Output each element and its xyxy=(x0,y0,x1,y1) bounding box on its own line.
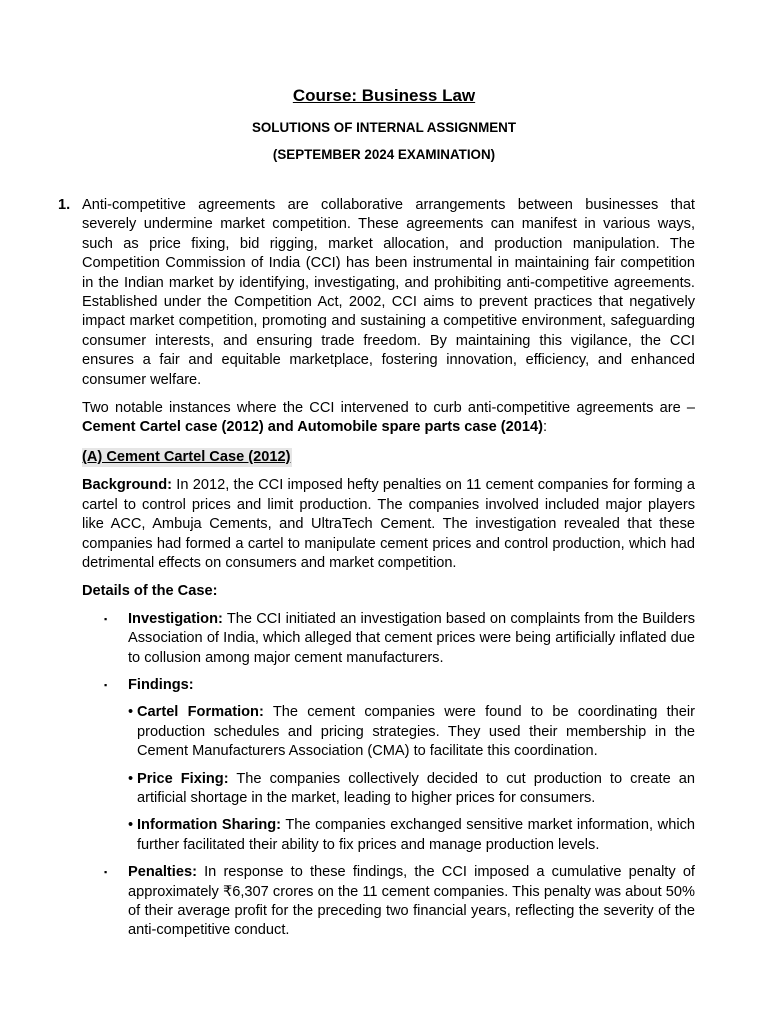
instances-text: Two notable instances where the CCI intervened to curb anti-competitive agreements are – xyxy=(82,400,695,417)
details-heading xyxy=(82,582,695,601)
square-bullet-icon: ▪ xyxy=(104,679,108,690)
penalties-text: In response to these findings, the CCI imposed a cumulative penalty of approximately ₹6,307 crores on the 11 cement companies. This penalty was about 50% of their average profit for the preceding two financial years, reflecting the severity of the anti-competitive conduct. xyxy=(128,864,695,939)
instances-bold: Cement Cartel case (2012) and Automobile spare parts case (2014) xyxy=(82,419,543,436)
section-a-heading: (A) Cement Cartel Case (2012) xyxy=(82,448,292,467)
finding-label: Price Fixing: xyxy=(137,770,229,787)
investigation-text: The CCI initiated an investigation based on complaints from the Builders Association of India, which alleged that cement prices were being artificially inflated due to collusion among major cement manufacturers. xyxy=(128,610,695,666)
square-bullet-icon: ▪ xyxy=(104,867,108,878)
background-text: In 2012, the CCI imposed hefty penalties on 11 cement companies for forming a cartel to control prices and limit production. The companies involved included major players like ACC, Ambuja Cements, and UltraTech Cement. The investigation revealed that these companies had formed a cartel to manipulate cement prices and control production, which had detrimental effects on consumers and market competition. xyxy=(82,477,695,571)
finding-text: The companies exchanged sensitive market information, which further facilitated their ability to fix prices and manage production levels. xyxy=(137,817,695,853)
dot-bullet-icon: • xyxy=(128,817,134,834)
finding-label: Cartel Formation: xyxy=(137,704,264,721)
list-item-findings xyxy=(82,676,695,855)
intro-paragraph: Anti-competitive agreements are collaborative arrangements between businesses that severely undermine market competition. These agreements can manifest in various ways, such as price fixing, bid rigging, market allocation, and production manipulation. The Competition Commission of India (CCI) has been instrumental in maintaining fair competition in the Indian market by identifying, investigating, and prohibiting anti-competitive agreements. Established under the Competition Act, 2002, CCI aims to prevent practices that negatively impact market competition, promoting and sustaining a competitive environment, safeguarding consumer interests, and ensuring trade freedom. By maintaining this vigilance, the CCI ensures a fair and equitable marketplace, fostering innovation, efficiency, and enhanced consumer welfare. xyxy=(82,197,695,388)
findings-list xyxy=(128,703,695,855)
finding-item xyxy=(128,703,695,761)
dot-bullet-icon: • xyxy=(128,704,134,721)
finding-text: The companies collectively decided to cut production to create an artificial shortage in the market, leading to higher prices for consumers. xyxy=(137,770,695,806)
dot-bullet-icon: • xyxy=(128,770,134,787)
background-paragraph xyxy=(82,476,695,573)
finding-item xyxy=(128,770,695,809)
list-item-penalties xyxy=(82,863,695,941)
background-label: Background: xyxy=(82,477,172,494)
finding-text: The cement companies were found to be coordinating their production schedules and pricing strategies. They used their membership in the Cement Manufacturers Association (CMA) to facilitate this coordination. xyxy=(137,704,696,760)
finding-item xyxy=(128,816,695,855)
square-bullet-icon: ▪ xyxy=(104,613,108,624)
section-heading-row xyxy=(82,448,695,467)
findings-label: Findings: xyxy=(128,676,194,693)
list-item-investigation xyxy=(82,610,695,668)
finding-label: Information Sharing: xyxy=(137,817,282,834)
assignment-subtitle: SOLUTIONS OF INTERNAL ASSIGNMENT xyxy=(251,120,517,135)
details-list xyxy=(82,610,695,941)
instances-paragraph xyxy=(82,399,695,438)
instances-end: : xyxy=(542,419,548,436)
question-number: 1. xyxy=(58,197,71,213)
investigation-label: Investigation: xyxy=(128,610,223,627)
course-title: Course: Business Law xyxy=(292,86,476,105)
details-label: Details of the Case: xyxy=(82,583,218,600)
answer-body xyxy=(82,196,695,941)
penalties-label: Penalties: xyxy=(128,864,197,881)
examination-subtitle: (SEPTEMBER 2024 EXAMINATION) xyxy=(272,147,496,162)
